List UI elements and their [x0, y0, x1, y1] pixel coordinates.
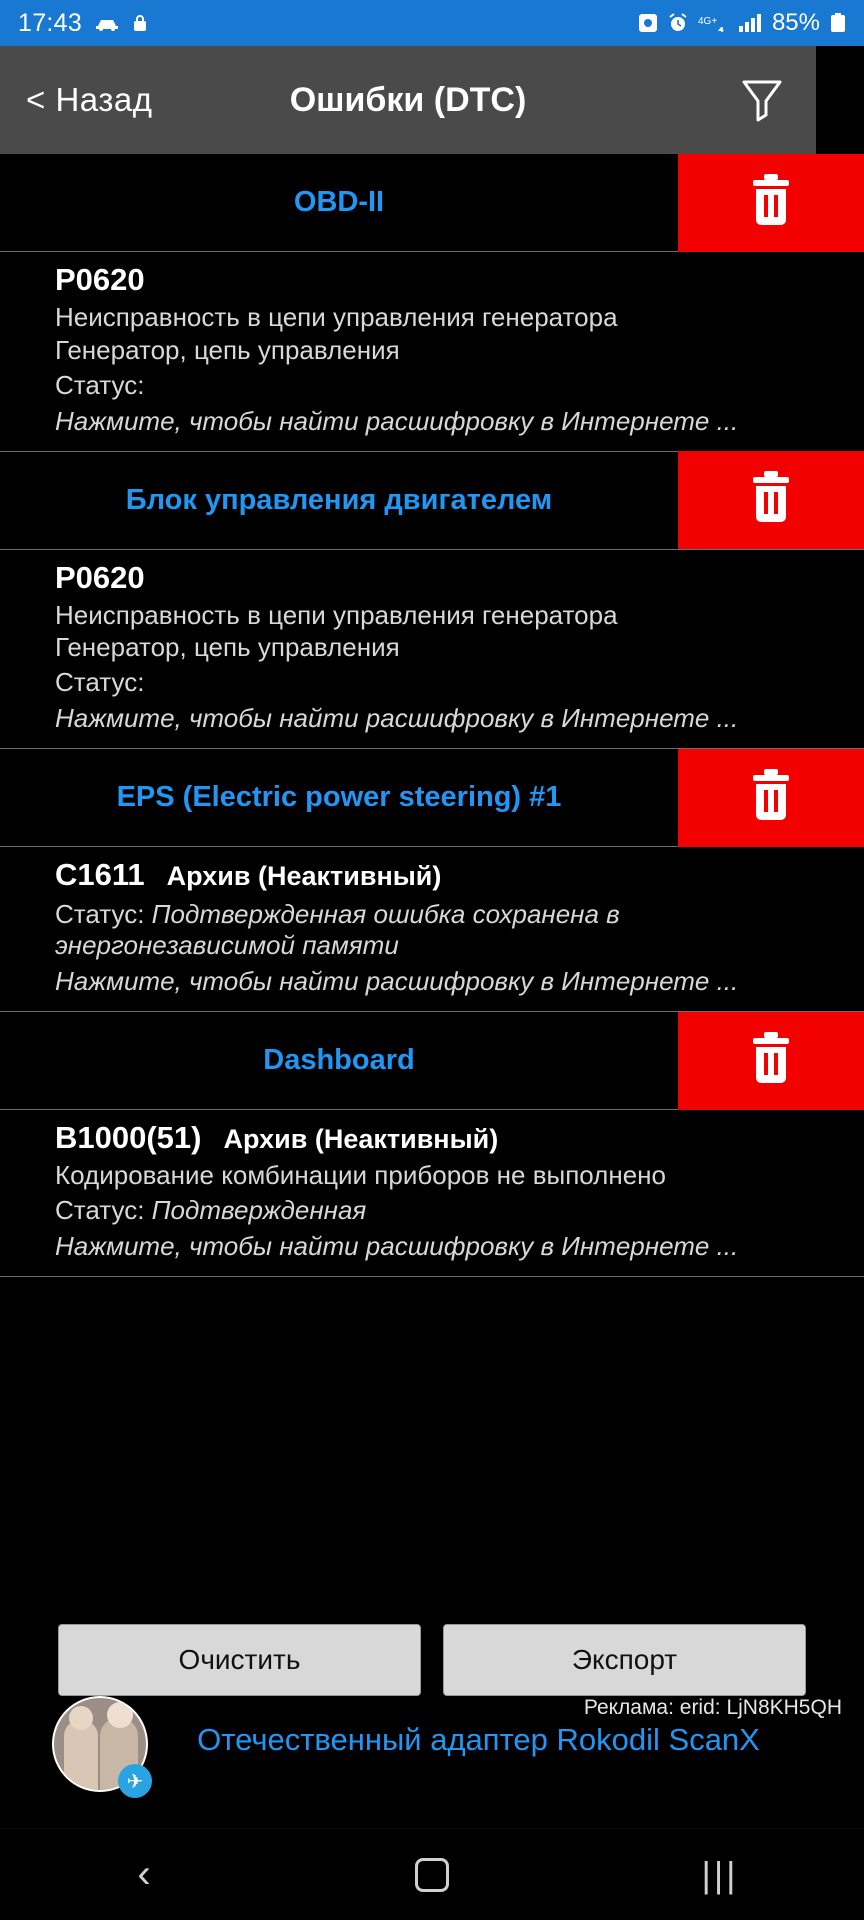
battery-icon — [830, 13, 846, 33]
dtc-description-2: Генератор, цепь управления — [55, 334, 400, 365]
export-button[interactable]: Экспорт — [443, 1624, 806, 1696]
clear-button[interactable]: Очистить — [58, 1624, 421, 1696]
delete-group-button[interactable] — [678, 1012, 864, 1110]
trash-icon — [751, 180, 791, 226]
status-bar-left — [18, 9, 148, 38]
trash-icon — [751, 477, 791, 523]
dtc-description-1: Неисправность в цепи управления генератора — [55, 302, 618, 332]
group-title[interactable]: OBD-II — [293, 186, 385, 218]
group-header-obd2 — [0, 154, 864, 252]
delete-group-button[interactable] — [678, 749, 864, 847]
dtc-item[interactable] — [0, 1110, 864, 1277]
dtc-item[interactable] — [0, 550, 864, 750]
dtc-description-1: Неисправность в цепи управления генератора — [55, 599, 618, 630]
filter-icon[interactable] — [734, 70, 790, 131]
battery-percent: 85% — [771, 9, 820, 36]
dtc-code: P0620 — [55, 559, 145, 595]
system-navigation-bar — [0, 1828, 864, 1920]
delete-group-button[interactable] — [678, 451, 864, 549]
dtc-code-line — [55, 262, 809, 298]
ad-banner[interactable] — [0, 1696, 864, 1800]
dtc-code-line — [55, 1120, 809, 1156]
dtc-search-hint[interactable]: Нажмите, чтобы найти расшифровку в Интернете ... — [55, 1231, 739, 1262]
page-title: Ошибки (DTC) — [289, 80, 527, 119]
dtc-search-hint[interactable]: Нажмите, чтобы найти расшифровку в Интернете ... — [55, 703, 739, 734]
dtc-code: B1000(51) — [55, 1120, 202, 1156]
dtc-description-1: Кодирование комбинации приборов не выполнено — [55, 1160, 666, 1191]
delete-group-button[interactable] — [678, 154, 864, 252]
telegram-icon: ✈ — [118, 1764, 152, 1798]
signal-icon — [738, 14, 762, 32]
title-bar — [0, 46, 816, 154]
back-button[interactable]: < Назад — [26, 81, 153, 118]
trash-icon — [751, 1038, 791, 1084]
status-time: 17:43 — [18, 8, 83, 37]
svg-text:4G+: 4G+ — [697, 16, 718, 27]
dtc-status — [55, 667, 809, 698]
dtc-status — [55, 1195, 809, 1226]
dtc-status — [55, 370, 809, 401]
dtc-description-2: Генератор, цепь управления — [55, 632, 400, 663]
dtc-status-value: Подтвержденная ошибка сохранена в энергонезависимой памяти — [55, 899, 620, 961]
lock-icon — [132, 14, 148, 32]
dtc-status-label: Статус: — [55, 899, 145, 930]
camera-block-icon — [638, 13, 658, 33]
dtc-status-label: Статус: — [55, 667, 145, 698]
dtc-item[interactable] — [0, 847, 864, 1012]
dtc-code: P0620 — [55, 262, 145, 297]
alarm-icon — [668, 13, 688, 33]
group-title[interactable]: Блок управления двигателем — [125, 483, 553, 516]
nav-home-icon[interactable] — [372, 1845, 492, 1905]
dtc-code-line — [55, 560, 809, 596]
dtc-search-hint[interactable]: Нажмите, чтобы найти расшифровку в Интернете ... — [55, 966, 739, 997]
ad-label: Реклама: erid: LjN8KH5QH — [583, 1696, 842, 1719]
dtc-item[interactable] — [0, 252, 864, 452]
network-4g-icon — [698, 13, 728, 33]
dtc-status-value: Подтвержденная — [151, 1195, 367, 1226]
status-bar-right — [638, 9, 846, 37]
group-header-engine-ecu — [0, 452, 864, 550]
group-header-eps — [0, 749, 864, 847]
nav-recents-icon[interactable]: ||| — [701, 1853, 739, 1895]
dtc-status-label: Статус: — [55, 369, 145, 400]
status-bar — [0, 0, 864, 46]
car-icon — [94, 15, 120, 31]
trash-icon — [751, 775, 791, 821]
group-header-dashboard — [0, 1012, 864, 1110]
dtc-code: C1611 — [55, 857, 145, 893]
dtc-status — [55, 899, 809, 961]
dtc-list[interactable] — [0, 154, 864, 1828]
ad-text[interactable]: Отечественный адаптер Rokodil ScanX — [197, 1722, 760, 1757]
dtc-archive-flag: Архив (Неактивный) — [166, 861, 442, 892]
dtc-code-line — [55, 857, 809, 893]
nav-back-icon[interactable]: ‹ — [137, 1852, 151, 1896]
group-title[interactable]: EPS (Electric power steering) #1 — [116, 781, 562, 814]
group-title[interactable]: Dashboard — [263, 1044, 415, 1077]
bottom-actions — [0, 1624, 864, 1696]
dtc-search-hint[interactable]: Нажмите, чтобы найти расшифровку в Интернете ... — [55, 405, 739, 436]
dtc-status-label: Статус: — [55, 1195, 145, 1226]
dtc-archive-flag: Архив (Неактивный) — [223, 1124, 499, 1155]
